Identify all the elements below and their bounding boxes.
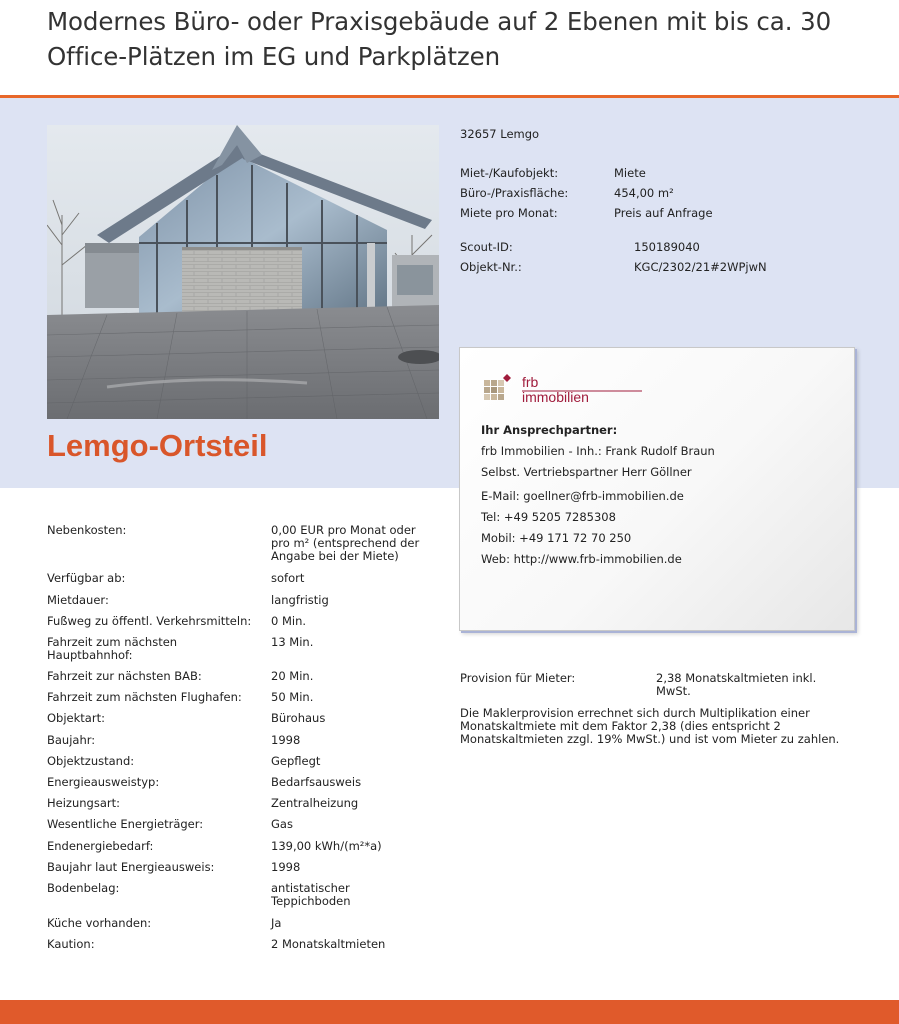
detail-label: Küche vorhanden: [47, 916, 152, 930]
contact-partner: Selbst. Vertriebspartner Herr Göllner [481, 465, 692, 479]
summary-label: Miete pro Monat: [460, 206, 558, 220]
detail-label: Verfügbar ab: [47, 571, 126, 585]
scout-id-label: Scout-ID: [460, 240, 513, 254]
detail-value: sofort [271, 571, 305, 585]
detail-label: Energieausweistyp: [47, 775, 160, 789]
city-label: Lemgo-Ortsteil [47, 428, 268, 463]
footer-bar [0, 1000, 899, 1024]
detail-label: Fußweg zu öffentl. Verkehrsmitteln: [47, 614, 252, 628]
detail-value: 0 Min. [271, 614, 307, 628]
detail-value: 20 Min. [271, 669, 314, 683]
detail-label: Bodenbelag: [47, 881, 120, 895]
detail-value: 1998 [271, 860, 301, 874]
contact-email[interactable]: E-Mail: goellner@frb-immobilien.de [481, 489, 684, 503]
detail-label: Fahrzeit zum nächsten Hauptbahnhof: [47, 635, 178, 662]
detail-label: Wesentliche Energieträger: [47, 817, 204, 831]
detail-value: Gepflegt [271, 754, 321, 768]
detail-label: Baujahr: [47, 733, 96, 747]
frb-logo [484, 372, 644, 408]
detail-value: Ja [271, 916, 282, 930]
detail-value: Gas [271, 817, 293, 831]
svg-text:immobilien: immobilien [522, 389, 589, 405]
provision-description: Die Maklerprovision errechnet sich durch Multiplikation einer Monatskaltmiete mit dem Faktor 2,38 (dies entspricht 2 Monatskaltmieten zzgl. 19% MwSt.) und ist vom Mieter zu zahlen. [460, 706, 840, 746]
detail-value: 1998 [271, 733, 301, 747]
contact-heading: Ihr Ansprechpartner: [481, 423, 618, 437]
summary-value: 454,00 m² [614, 186, 674, 200]
contact-phone[interactable]: Tel: +49 5205 7285308 [481, 510, 616, 524]
detail-label: Nebenkosten: [47, 523, 127, 537]
detail-value: antistatischer Teppichboden [271, 881, 351, 908]
detail-label: Kaution: [47, 937, 95, 951]
contact-mobile[interactable]: Mobil: +49 171 72 70 250 [481, 531, 632, 545]
detail-label: Endenergiebedarf: [47, 839, 154, 853]
contact-company: frb Immobilien - Inh.: Frank Rudolf Braun [481, 444, 715, 458]
detail-value: langfristig [271, 593, 329, 607]
object-number-label: Objekt-Nr.: [460, 260, 522, 274]
object-number-value: KGC/2302/21#2WPjwN [634, 260, 767, 274]
summary-value: Miete [614, 166, 646, 180]
detail-label: Objektart: [47, 711, 105, 725]
provision-label: Provision für Mieter: [460, 671, 576, 685]
summary-label: Büro-/Praxisfläche: [460, 186, 569, 200]
detail-value: 0,00 EUR pro Monat oder pro m² (entsprechend der Angabe bei der Miete) [271, 523, 420, 563]
detail-value: 139,00 kWh/(m²*a) [271, 839, 382, 853]
detail-value: Bedarfsausweis [271, 775, 362, 789]
detail-value: 50 Min. [271, 690, 314, 704]
detail-value: Zentralheizung [271, 796, 359, 810]
summary-value: Preis auf Anfrage [614, 206, 713, 220]
detail-label: Fahrzeit zum nächsten Flughafen: [47, 690, 242, 704]
detail-label: Fahrzeit zur nächsten BAB: [47, 669, 202, 683]
property-photo [47, 125, 439, 419]
detail-value: 13 Min. [271, 635, 314, 649]
page-title: Modernes Büro- oder Praxisgebäude auf 2 Ebenen mit bis ca. 30 Office-Plätzen im EG und Parkplätzen [47, 7, 832, 71]
scout-id-value: 150189040 [634, 240, 700, 254]
location-text: 32657 Lemgo [460, 127, 540, 141]
contact-website[interactable]: Web: http://www.frb-immobilien.de [481, 552, 682, 566]
detail-value: 2 Monatskaltmieten [271, 937, 386, 951]
detail-label: Heizungsart: [47, 796, 120, 810]
detail-value: Bürohaus [271, 711, 326, 725]
provision-value: 2,38 Monatskaltmieten inkl. MwSt. [656, 671, 817, 698]
svg-text:frb: frb [522, 374, 539, 390]
detail-label: Baujahr laut Energieausweis: [47, 860, 215, 874]
summary-label: Miet-/Kaufobjekt: [460, 166, 559, 180]
contact-card [459, 347, 855, 631]
detail-label: Objektzustand: [47, 754, 135, 768]
detail-label: Mietdauer: [47, 593, 109, 607]
